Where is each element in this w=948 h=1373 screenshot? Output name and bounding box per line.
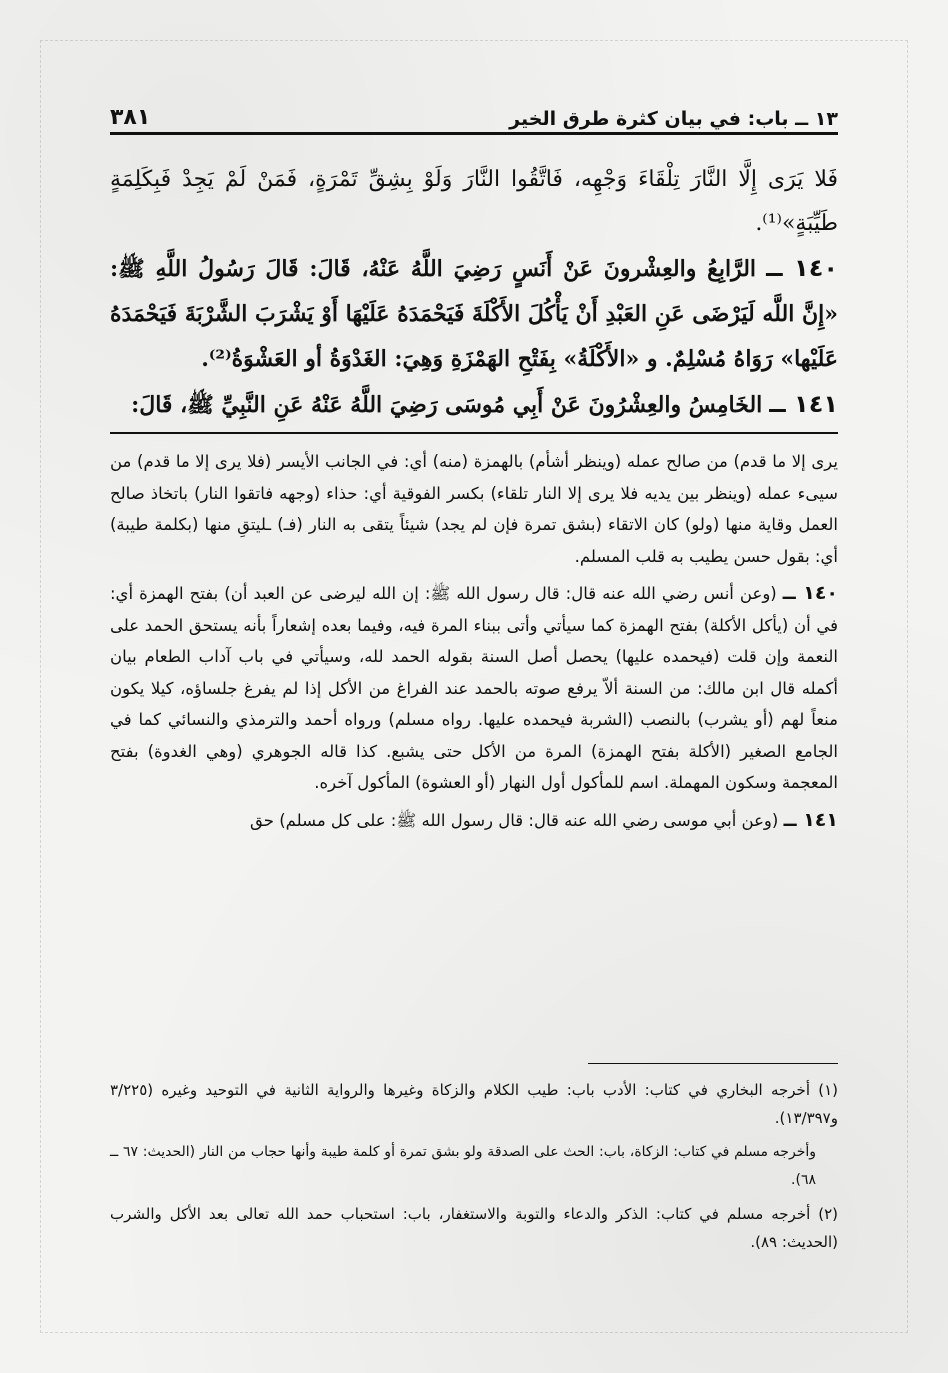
hadith-141 bbox=[110, 382, 838, 428]
commentary-140-text: (وعن أنس رضي الله عنه قال: قال رسول الله ﷺ: إن الله ليرضى عن العبد أن) بفتح الهمزة أي: في أن (يأكل الأكلة) بفتح الهمزة كما سيأتي وأتى ببناء المرة فيه، وفيما بعده إشعاراً بأنه يستحق الحمد على النعمة وإن قلت (فيحمده عليها) يحصل أصل السنة بقوله الحمد لله، وسيأتي في باب آداب الطعام بيان أكمله قال ابن مالك: من السنة ألاّ يرفع صوته بالحمد عند الفراغ من الأكل إذا لم يفرغ جلساؤه، كيلا يكون منعاً لهم (أو يشرب) بالنصب (الشربة فيحمده عليها. رواه مسلم) ورواه أحمد والترمذي والنسائي كما في الجامع الصغير (الأكلة بفتح الهمزة) المرة من الأكل حتى يشبع. كذا قاله الجوهري (وهي الغدوة) بفتح المعجمة وسكون المهملة. اسم للمأكول أول النهار (أو العشوة) المأكول آخره. bbox=[110, 584, 838, 792]
commentary-paragraph-141 bbox=[110, 805, 838, 837]
hadith-140-number: ١٤٠ ــ bbox=[766, 254, 838, 282]
page-number: ٣٨١ bbox=[110, 105, 151, 130]
section-divider bbox=[110, 432, 838, 434]
commentary-paragraph-1: يرى إلا ما قدم) من صالح عمله (وينظر أشأم) بالهمزة (منه) أي: في الجانب الأيسر (فلا يرى إلا ما قدم) من سيىء عمله (وينظر بين يديه فلا يرى إلا النار تلقاء) بكسر الفوقية أي: حذاء (وجهه فاتقوا النار) باتخاذ صالح العمل وقاية منها (ولو) كان الاتقاء (بشق تمرة فإن لم يجد) شيئاً يتقى به النار (فـ) ـليتقِ منها (بكلمة طيبة) أي: بقول حسن يطيب به قلب المسلم. bbox=[110, 452, 838, 566]
matn-continuation: فَلا يَرَى إِلَّا النَّارَ تِلْقَاءَ وَجْهِه، فَاتَّقُوا النَّارَ وَلَوْ بِشِقِّ تَمْرَةٍ، فَمَنْ لَمْ يَجِدْ فَبِكَلِمَةٍ طَيِّبَةٍ»⁽¹⁾. bbox=[110, 167, 838, 236]
hadith-text-section bbox=[110, 158, 838, 428]
footnotes bbox=[110, 1076, 838, 1262]
hadith-140-text: الرَّابِعُ والعِشْرونَ عَنْ أَنَسٍ رَضِيَ اللَّهُ عَنْهُ، قَالَ: قَالَ رَسُولُ اللَّهِ ﷺ: «إِنَّ اللَّه لَيَرْضَى عَنِ العَبْدِ أَنْ يَأْكُلَ الأَكْلَةَ فَيَحْمَدَهُ عَلَيْهَا أَوْ يَشْرَبَ الشَّرْبَةَ فَيَحْمَدَهُ عَلَيْها» رَوَاهُ مُسْلِمٌ. و «الأَكْلَةُ» بِفَتْحِ الهَمْزَةِ وَهِيَ: الغَدْوَةُ أو العَشْوَةُ⁽²⁾. bbox=[110, 256, 838, 372]
footnote-1-continuation: وأخرجه مسلم في كتاب: الزكاة، باب: الحث على الصدقة ولو بشق تمرة أو كلمة طيبة وأنها حجاب من النار (الحديث: ٦٧ ــ ٦٨). bbox=[110, 1144, 816, 1188]
footnote-rule bbox=[588, 1063, 838, 1064]
running-header bbox=[110, 86, 838, 130]
commentary-paragraph-140 bbox=[110, 578, 838, 799]
commentary-141-number: ١٤١ ــ bbox=[783, 808, 838, 831]
footnote-1: (١) أخرجه البخاري في كتاب: الأدب باب: طيب الكلام والزكاة وغيرها والرواية الثانية في التوحيد وغيره (٣/٢٢٥ و١٣/٣٩٧). bbox=[110, 1081, 838, 1127]
chapter-title: ١٣ ــ باب: في بيان كثرة طرق الخير bbox=[509, 108, 838, 130]
commentary-141-text: (وعن أبي موسى رضي الله عنه قال: قال رسول الله ﷺ: على كل مسلم) حق bbox=[250, 810, 779, 830]
header-rule bbox=[110, 132, 838, 135]
footnote-2: (٢) أخرجه مسلم في كتاب: الذكر والدعاء والتوبة والاستغفار، باب: استحباب حمد الله تعالى بعد الأكل والشرب (الحديث: ٨٩). bbox=[110, 1205, 838, 1251]
commentary-140-number: ١٤٠ ــ bbox=[782, 582, 839, 604]
hadith-140 bbox=[110, 246, 838, 382]
hadith-141-text: الخَامِسُ والعِشْرُونَ عَنْ أَبِي مُوسَى رَضِيَ اللَّهُ عَنْهُ عَنِ النَّبِيِّ ﷺ، قَالَ: bbox=[131, 392, 763, 418]
hadith-141-number: ١٤١ ــ bbox=[769, 390, 838, 418]
commentary-section bbox=[110, 446, 838, 842]
